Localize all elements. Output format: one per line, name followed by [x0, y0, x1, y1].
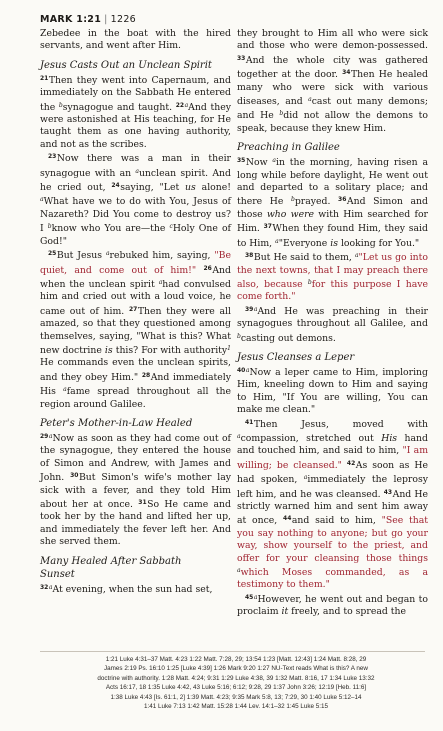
verse-text: freely, and to spread the: [288, 606, 407, 618]
verse-number: 43: [383, 488, 393, 496]
left-column: [40, 28, 231, 596]
verse-text: in the morning, having risen a long while before daylight, He went out and departed to a solitary place; and there He: [237, 157, 428, 208]
cross-ref-marker[interactable]: a: [135, 167, 139, 175]
verse-number: 21: [40, 74, 49, 82]
verse-number: 31: [138, 499, 147, 506]
cross-ref-marker[interactable]: a: [253, 593, 258, 601]
section-heading-mother-in-law: Peter's Mother-in-Law Healed: [40, 417, 193, 429]
cross-ref-marker[interactable]: b: [307, 278, 312, 286]
verse-39: [237, 304, 428, 345]
verse-number: 36: [338, 196, 347, 204]
running-header: [40, 14, 136, 25]
verse-number: 32: [40, 583, 49, 591]
verse-text: know who You are—the: [51, 223, 170, 235]
verse-text: Now there was a man in their synagogue with an: [40, 153, 231, 179]
verse-text: compassion, stretched out: [240, 432, 382, 444]
verse-text: rebuked him, saying,: [109, 250, 215, 262]
cross-ref-marker[interactable]: a: [253, 305, 258, 313]
verse-text: Zebedee in the boat with the hired servants, and went after Him.: [40, 28, 231, 52]
verse-text: As soon as He had spoken,: [237, 459, 428, 486]
section-heading-leper: Jesus Cleanses a Leper: [237, 351, 355, 363]
verse-text: prayed.: [294, 196, 331, 208]
verse-text: And He was preaching in their synagogues throughout all Galilee, and: [237, 305, 428, 330]
verse-text: And He strictly warned him and sent him away at once,: [237, 488, 428, 527]
cross-ref-marker[interactable]: a: [48, 432, 53, 440]
verse-text: Then Jesus, moved with: [253, 418, 428, 430]
right-column: [237, 28, 428, 619]
verse-21: [40, 73, 231, 151]
cross-ref-marker[interactable]: a: [303, 474, 308, 482]
verse-text: But Jesus: [56, 250, 106, 262]
verse-text: He commands even the unclean spirits, and they obey Him.": [40, 357, 231, 383]
words-of-jesus: "See that you say nothing to anyone; but go your way, show yourself to the priest, and offer for your cleansing those things: [237, 515, 428, 564]
verse-number: 26: [203, 264, 212, 272]
words-of-jesus: "Be quiet, and come out of him!": [40, 250, 231, 276]
verse-text: casting out demons.: [240, 332, 336, 344]
xref-line: doctrine with authority. 1:28 Matt. 4:24; 9:31 1:29 Luke 4:38, 39 1:32 Matt. 8:16, 17 1:34 Luke 13:32: [97, 674, 375, 682]
verse-text: unclean spirit. And he cried out,: [40, 167, 231, 194]
verse-text: And Simon and those: [237, 196, 428, 220]
verse-number: 25: [48, 250, 57, 258]
italic-word: is: [104, 344, 113, 356]
textual-note-marker[interactable]: 1: [227, 344, 231, 352]
verse-text: "Everyone: [278, 237, 331, 249]
verse-number: 28: [141, 371, 151, 379]
verse-text: Then He healed many who were sick with various diseases, and: [237, 69, 428, 108]
cross-reference-notes: [52, 655, 420, 711]
verse-number: 27: [128, 305, 138, 313]
verse-23: [40, 151, 231, 248]
verse-number: 45: [245, 593, 254, 601]
verse-text: synagogue and taught.: [62, 101, 173, 113]
cross-ref-marker[interactable]: a: [245, 366, 250, 374]
verse-number: 42: [346, 459, 356, 467]
italic-word: it: [281, 606, 289, 618]
cross-ref-marker[interactable]: a: [275, 237, 279, 245]
verse-text: had convulsed him and cried out with a loud voice, he came out of him.: [40, 278, 231, 317]
cross-ref-marker[interactable]: b: [279, 110, 284, 118]
verse-text: looking for You.": [338, 237, 420, 249]
verse-38: [237, 250, 428, 304]
verse-number: 37: [263, 223, 272, 231]
verse-continuation: [40, 28, 231, 53]
book-reference: MARK 1:21: [40, 14, 102, 25]
cross-ref-marker[interactable]: a: [158, 278, 163, 286]
verse-number: 44: [283, 515, 292, 523]
verse-text: this? For with authority: [112, 344, 228, 356]
words-of-jesus: for this purpose I have come forth.": [237, 278, 429, 303]
verse-number: 30: [70, 472, 79, 480]
verse-text: At evening, when the sun had set,: [52, 583, 213, 595]
verse-25: [40, 248, 231, 411]
verse-text: immediately the leprosy left him, and he was cleansed.: [237, 474, 429, 500]
verse-number: 38: [245, 252, 254, 260]
verse-text: What have we to do with You, Jesus of Nazareth? Did You come to destroy us? I: [40, 196, 231, 235]
header-separator: |: [104, 14, 108, 25]
words-of-jesus: which Moses commanded, as a testimony to them.": [237, 567, 428, 591]
cross-ref-marker[interactable]: a: [184, 101, 189, 109]
xref-line: 1:41 Luke 7:13 1:42 Matt. 15:28 1:44 Lev. 14:1–32 1:45 Luke 5:15: [143, 703, 329, 711]
verse-text: However, he went out and began to proclaim: [237, 593, 428, 618]
verse-32-continued: [237, 28, 428, 135]
italic-word: His: [381, 432, 398, 444]
verse-number: 23: [48, 153, 57, 161]
verse-text: And the whole city was gathered together at the door.: [237, 54, 428, 81]
xref-line: 1:21 Luke 4:31–37 Matt. 4:23 1:22 Matt. 7:28, 29; 13:54 1:23 [Matt. 12:43] 1:24 Matt. 8:28, 29: [105, 656, 367, 663]
verse-text: fame spread throughout all the region around Galilee.: [40, 386, 232, 410]
cross-ref-marker[interactable]: c: [169, 223, 173, 231]
cross-ref-marker[interactable]: a: [63, 386, 67, 394]
footnote-divider: [40, 651, 425, 652]
italic-word: who were: [266, 208, 315, 220]
verse-text: Now a leper came to Him, imploring Him, kneeling down to Him and saying to Him, "If You are willing, You can make me clean.": [237, 366, 428, 416]
xref-line: 1:38 Luke 4:43 [Is. 61:1, 2] 1:39 Matt. 4:23; 9:35 Mark 5:8, 13; 7:29, 30 1:40 Luke 5:12–14: [110, 693, 362, 701]
cross-ref-marker[interactable]: a: [272, 157, 276, 165]
verse-text: Now: [245, 157, 273, 169]
words-of-jesus: "Let us go into the next towns, that I may preach there also, because: [237, 252, 429, 290]
italic-word: is: [330, 237, 338, 249]
section-heading-many-healed: Many Healed After Sabbath Sunset: [40, 555, 182, 580]
cross-ref-marker[interactable]: a: [308, 96, 312, 104]
cross-ref-marker[interactable]: a: [40, 196, 44, 204]
verse-number: 35: [237, 157, 246, 165]
verse-number: 34: [342, 69, 351, 77]
verse-35: [237, 155, 428, 250]
verse-text: Now as soon as they had come out of the synagogue, they entered the house of Simon and Andrew, with James and John.: [40, 432, 231, 484]
cross-ref-marker[interactable]: b: [58, 101, 63, 109]
cross-ref-marker[interactable]: a: [105, 250, 110, 258]
xref-line: James 2:19 Ps. 16:10 1:25 [Luke 4:39] 1:26 Mark 9:20 1:27 NU-Text reads What is this? A new: [104, 665, 368, 673]
verse-number: 39: [245, 305, 254, 313]
verse-text: Then they went into Capernaum, and immediately on the Sabbath He entered the: [40, 74, 231, 113]
verse-text: And they were astonished at His teaching, for He taught them as one having authority, and not as the scribes.: [40, 101, 231, 150]
verse-text: So He came and took her by the hand and lifted her up, and immediately the fever left her. And she served them.: [40, 499, 231, 548]
verse-29: [40, 431, 231, 549]
verse-text: When they found Him, they said to Him,: [237, 223, 428, 249]
verse-text: And when the unclean spirit: [40, 264, 231, 290]
verse-text: cast out many demons; and He: [237, 96, 428, 122]
verse-text: But He said to them,: [253, 252, 355, 264]
words-of-jesus: "I am willing; be cleansed.": [237, 445, 429, 471]
verse-number: 33: [237, 54, 246, 62]
section-heading-unclean-spirit: Jesus Casts Out an Unclean Spirit: [40, 59, 212, 71]
verse-number: 41: [245, 418, 254, 426]
cross-ref-marker[interactable]: b: [237, 332, 241, 340]
page-number: 1226: [110, 14, 137, 25]
verse-text: saying, "Let: [120, 182, 186, 194]
verse-32: [40, 582, 231, 596]
xref-line: Acts 16:17, 18 1:35 Luke 4:42, 43 Luke 5:16; 6:12; 9:28, 29 1:37 John 3:26; 12:19 [Heb. 11:6]: [105, 684, 367, 692]
cross-ref-marker[interactable]: a: [237, 567, 241, 575]
verse-text: hand and touched him, and said to him,: [237, 432, 428, 457]
verse-text: Holy One of God!": [40, 223, 231, 247]
verse-40: [237, 365, 428, 417]
verse-text: did not allow the demons to speak, because they knew Him.: [237, 110, 428, 134]
verse-45: [237, 592, 428, 619]
cross-ref-marker[interactable]: a: [237, 432, 241, 440]
section-heading-preaching: Preaching in Galilee: [237, 142, 340, 154]
verse-text: And immediately His: [40, 371, 231, 398]
verse-number: 29: [40, 432, 49, 440]
cross-ref-marker[interactable]: a: [354, 252, 359, 260]
cross-ref-marker[interactable]: b: [290, 196, 295, 204]
verse-text: Then they were all amazed, so that they questioned among themselves, saying, "What is this? What new doctrine: [40, 305, 231, 356]
verse-41: [237, 417, 428, 592]
cross-ref-marker[interactable]: a: [48, 583, 53, 591]
verse-text: and said to him,: [291, 515, 382, 527]
verse-text: with Him searched for Him.: [237, 208, 428, 235]
verse-text: alone!: [195, 182, 231, 194]
verse-number: 24: [111, 182, 120, 190]
italic-word: us: [185, 182, 196, 194]
verse-text: they brought to Him all who were sick and those who were demon-possessed.: [237, 28, 428, 52]
cross-ref-marker[interactable]: b: [47, 223, 52, 231]
verse-text: But Simon's wife's mother lay sick with a fever, and they told Him about her at once.: [40, 472, 231, 510]
verse-number: 22: [175, 101, 185, 109]
verse-number: 40: [237, 366, 246, 374]
